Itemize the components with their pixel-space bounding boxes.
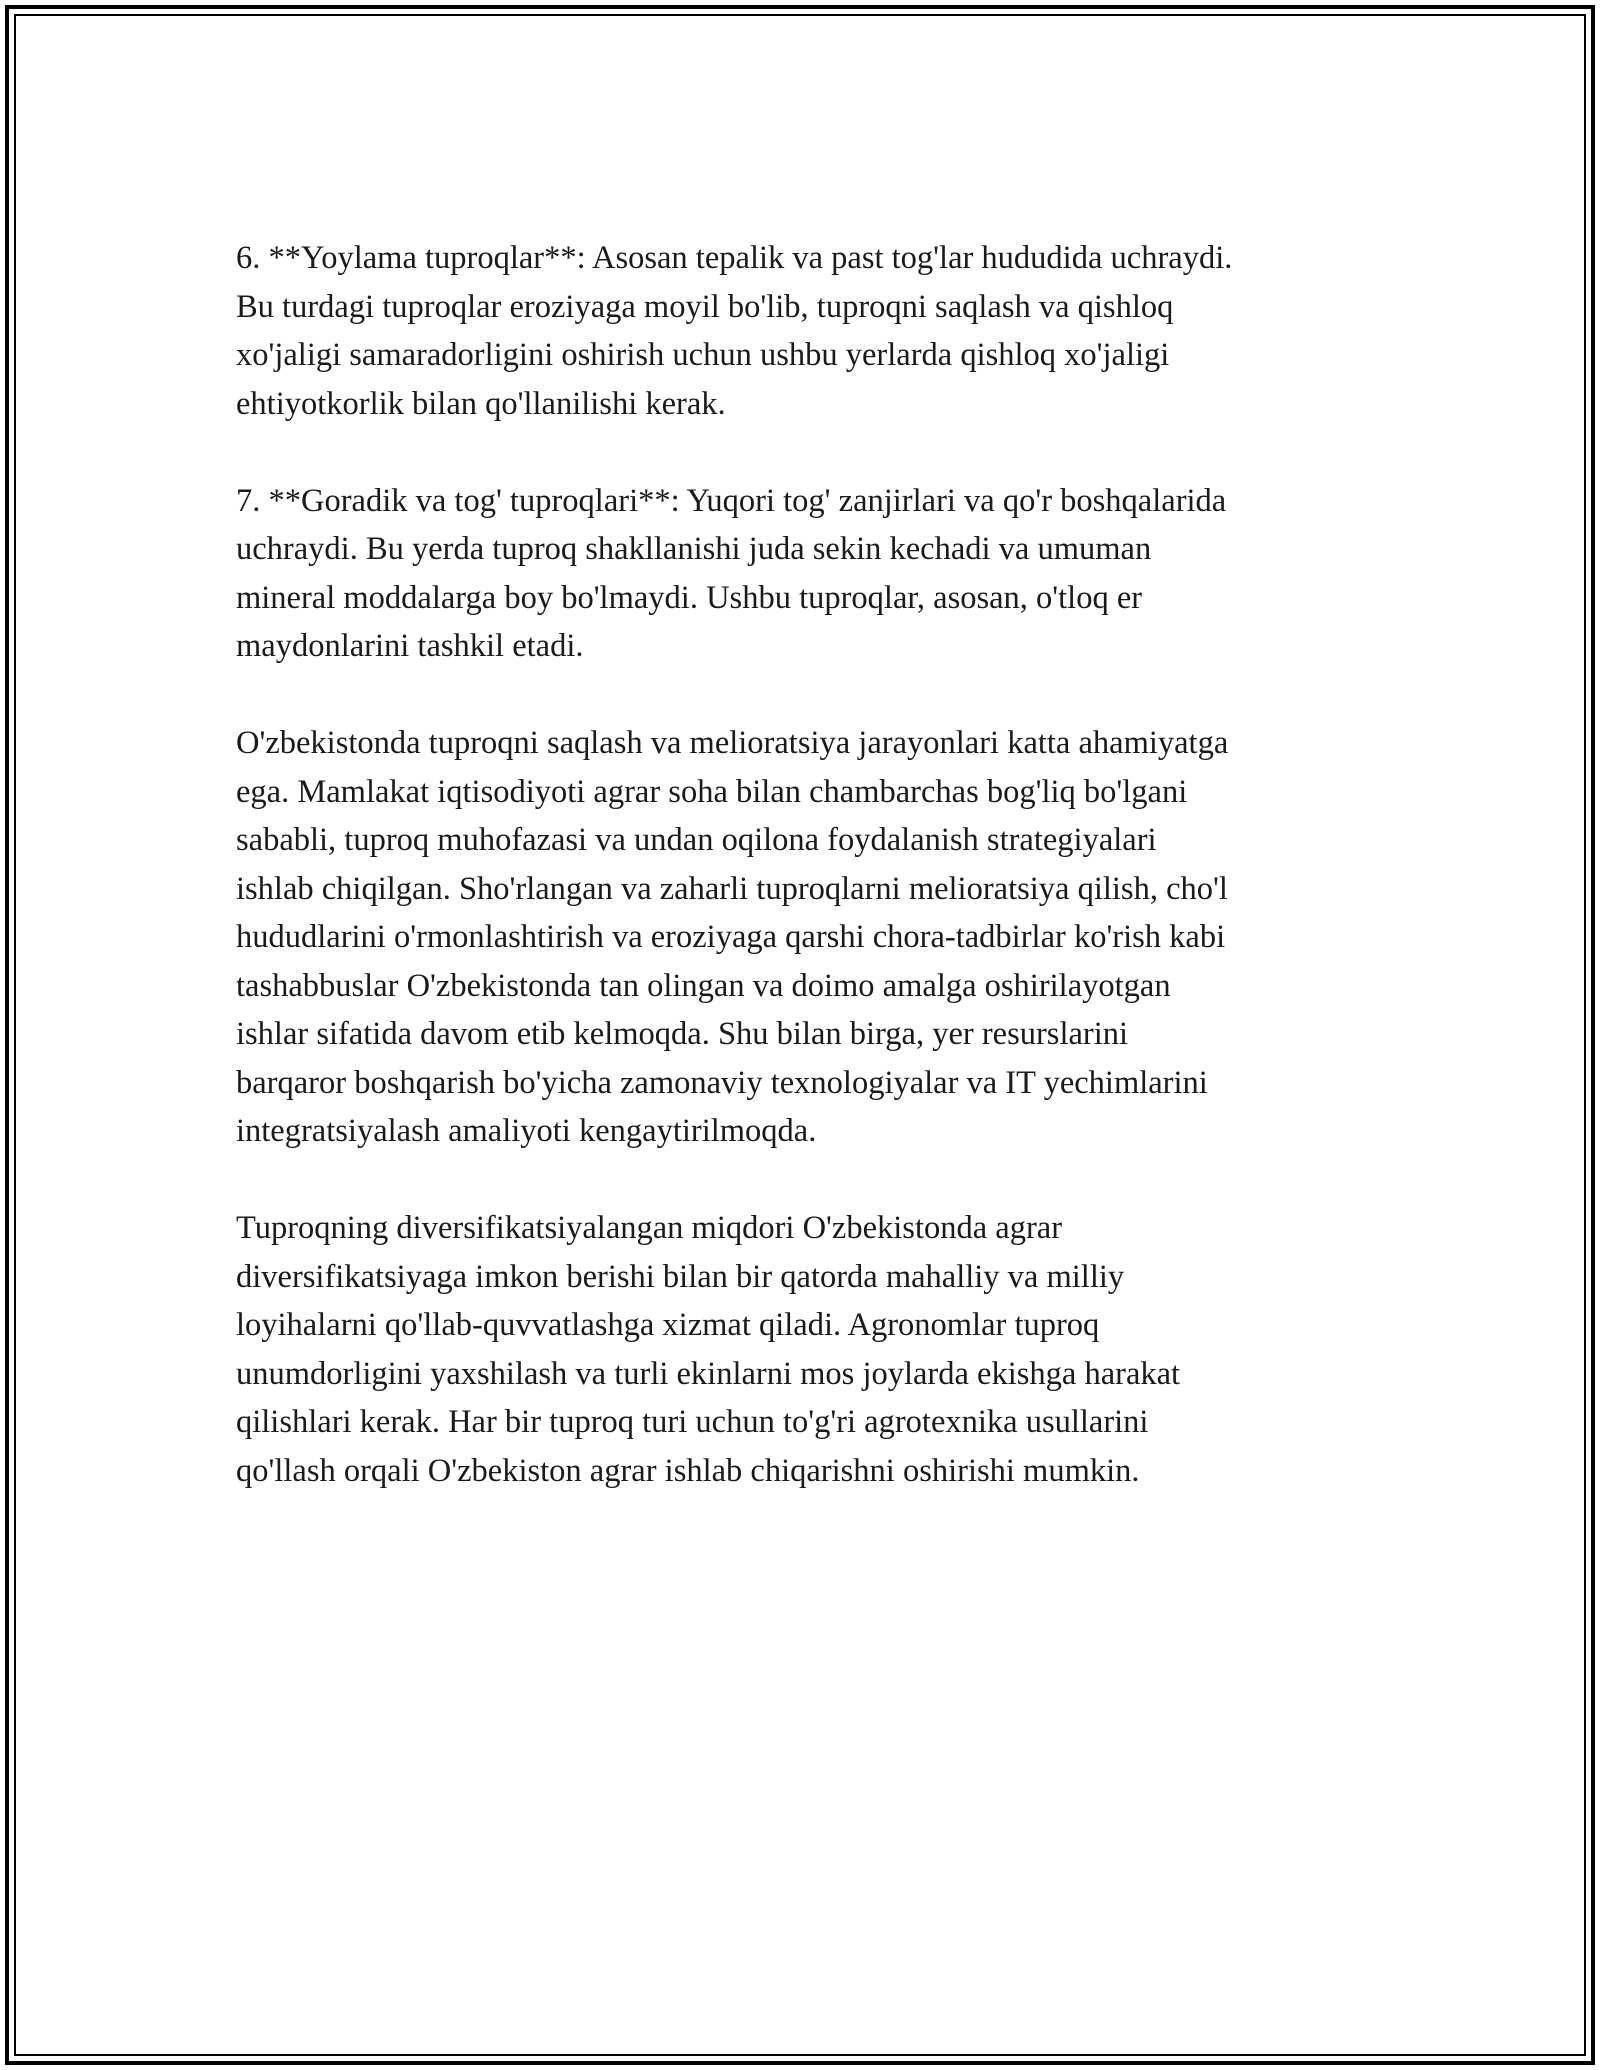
paragraph-soil-diversification: Tuproqning diversifikatsiyalangan miqdori O'zbekistonda agrar diversifikatsiyaga imkon berishi bilan bir qatorda mahalliy va milliy loyihalarni qo'llab-quvvatlashga xizmat qiladi. Agronomlar tuproq unumdorligini yaxshilash va turli ekinlarni mos joylarda ekishga harakat qilishlari kerak. Har bir tuproq turi uchun to'g'ri agrotexnika usullarini qo'llash orqali O'zbekiston agrar ishlab chiqarishni oshirishi mumkin. <box>236 1210 1181 1489</box>
paragraph-soil-conservation: O'zbekistonda tuproqni saqlash va melioratsiya jarayonlari katta ahamiyatga ega. Mamlakat iqtisodiyoti agrar soha bilan chambarchas bog'liq bo'lgani sababli, tuproq muhofazasi va undan oqilona foydalanish strategiyalari ishlab chiqilgan. Sho'rlangan va zaharli tuproqlarni melioratsiya qilish, cho'l hududlarini o'rmonlashtirish va eroziyaga qarshi chora-tadbirlar ko'rish kabi tashabbuslar O'zbekistonda tan olingan va doimo amalga oshirilayotgan ishlar sifatida davom etib kelmoqda. Shu bilan birga, yer resurslarini barqaror boshqarish bo'yicha zamonaviy texnologiyalar va IT yechimlarini integratsiyalash amaliyoti kengaytirilmoqda. <box>236 725 1229 1149</box>
paragraph-yoylama-soils: 6. **Yoylama tuproqlar**: Asosan tepalik va past tog'lar hududida uchraydi. Bu turdagi tuproqlar eroziyaga moyil bo'lib, tuproqni saqlash va qishloq xo'jaligi samaradorligini oshirish uchun ushbu yerlarda qishloq xo'jaligi ehtiyotkorlik bilan qo'llanilishi kerak. <box>236 240 1233 422</box>
document-body <box>236 234 1376 1544</box>
paragraph-mountain-soils: 7. **Goradik va tog' tuproqlari**: Yuqori tog' zanjirlari va qo'r boshqalarida uchraydi. Bu yerda tuproq shakllanishi juda sekin kechadi va umuman mineral moddalarga boy bo'lmaydi. Ushbu tuproqlar, asosan, o'tloq er maydonlarini tashkil etadi. <box>236 482 1227 664</box>
